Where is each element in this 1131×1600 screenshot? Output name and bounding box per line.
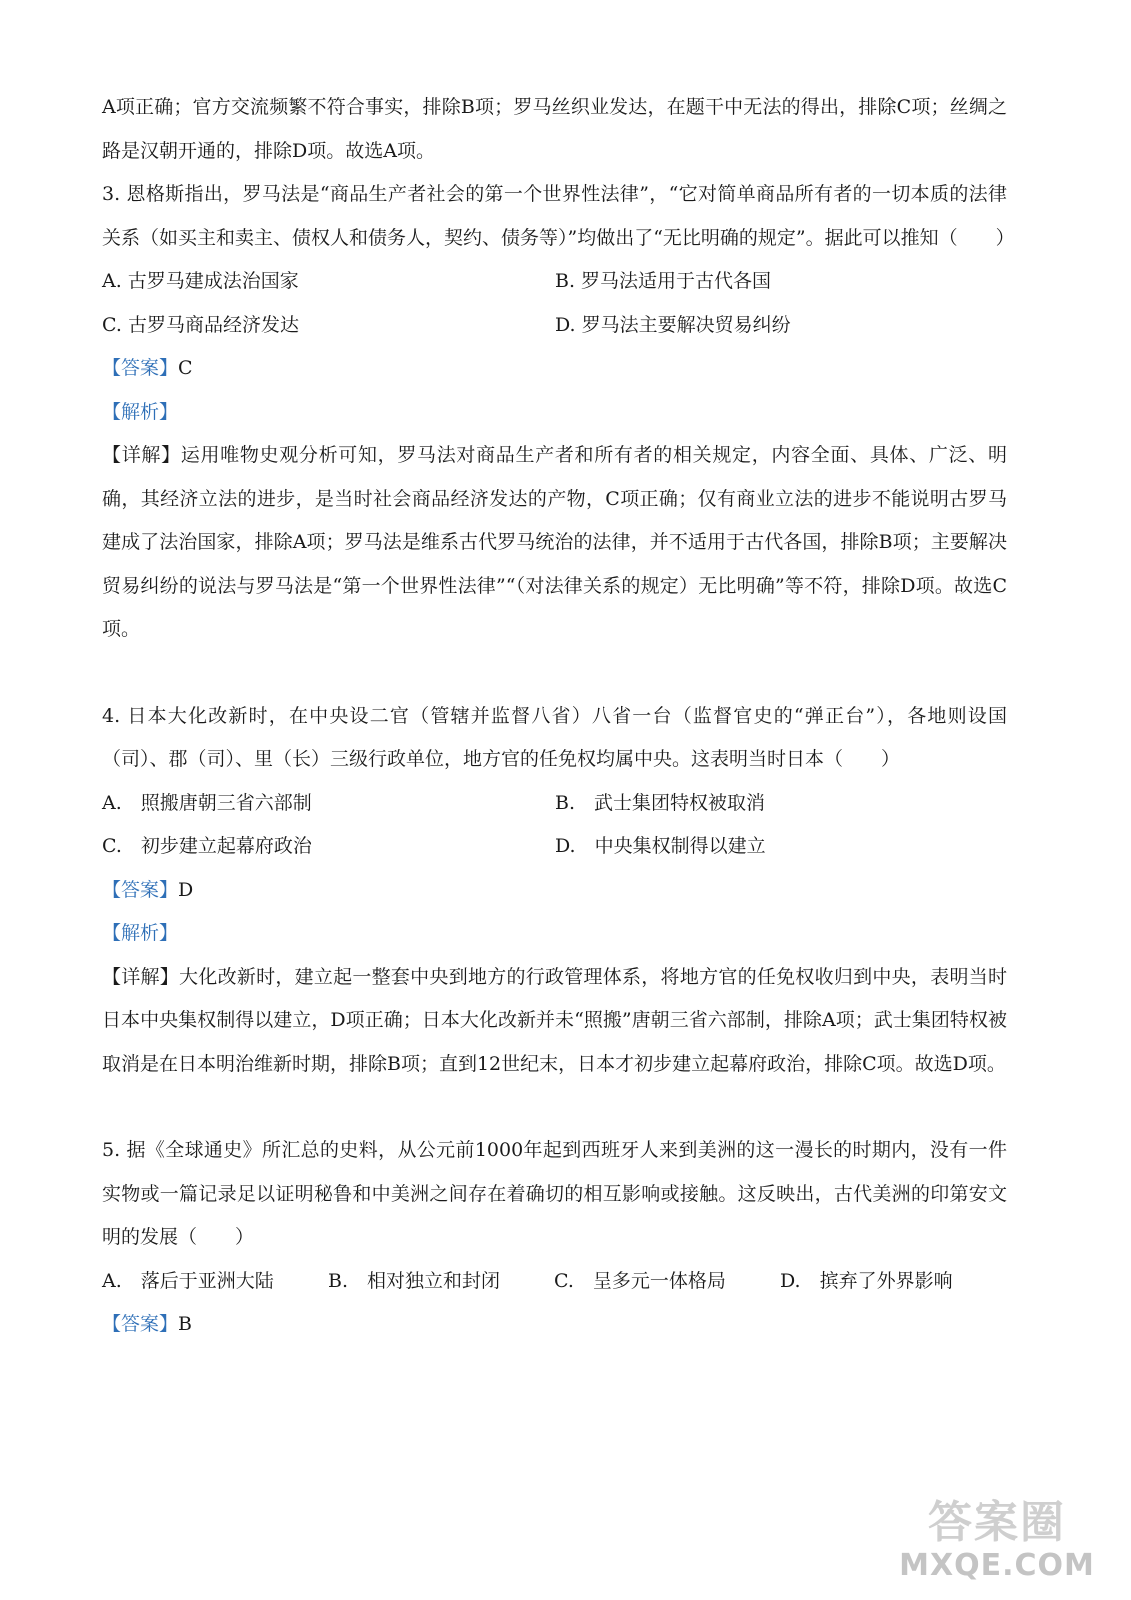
q3-option-a: A. 古罗马建成法治国家 (102, 270, 299, 292)
q4-option-c: C. 初步建立起幕府政治 (102, 835, 312, 857)
q4-stem: 4. 日本大化改新时，在中央设二官（管辖并监督八省）八省一台（监督官史的“弹正台”），各地则设国（司）、郡（司）、里（长）三级行政单位，地方官的任免权均属中央。这表明当时日本（ ） (102, 704, 1007, 770)
answer-tag: 【答案】 (102, 878, 179, 901)
q5-answer-value: B (178, 1313, 192, 1335)
q3-options-row-2 (102, 304, 1007, 348)
q4-options-row-2 (102, 825, 1007, 869)
q5-option-c: C. 呈多元一体格局 (554, 1269, 726, 1292)
q4-option-b: B. 武士集团特权被取消 (555, 791, 766, 814)
watermark-domain: MXQE.COM (899, 1548, 1095, 1583)
q4-analysis (102, 912, 1007, 956)
analysis-tag: 【解析】 (102, 400, 179, 423)
q2-detail-continuation: A项正确；官方交流频繁不符合事实，排除B项；罗马丝织业发达，在题干中无法的得出，排除C项；丝绸之路是汉朝开通的，排除D项。故选A项。 (102, 96, 1007, 162)
detail-tag: 【详解】 (102, 444, 181, 466)
q4-answer-value: D (178, 878, 194, 901)
q3-option-c: C. 古罗马商品经济发达 (102, 313, 299, 336)
document-page (102, 86, 1015, 1347)
q4-detail-text: 大化改新时，建立起一整套中央到地方的行政管理体系，将地方官的任免权收归到中央，表明当时日本中央集权制得以建立，D项正确；日本大化改新并未“照搬”唐朝三省六部制，排除A项；武士集团特权被取消是在日本明治维新时期，排除B项；直到12世纪末，日本才初步建立起幕府政治，排除C项。故选D项。 (102, 965, 1007, 1075)
q5-stem: 5. 据《全球通史》所汇总的史料，从公元前1000年起到西班牙人来到美洲的这一漫长的时期内，没有一件实物或一篇记录足以证明秘鲁和中美洲之间存在着确切的相互影响或接触。这反映出，古代美洲的印第安文明的发展（ ） (102, 1139, 1007, 1248)
q3-stem: 3. 恩格斯指出，罗马法是“商品生产者社会的第一个世界性法律”，“它对简单商品所有者的一切本质的法律关系（如买主和卖主、债权人和债务人，契约、债务等）”均做出了“无比明确的规定”。据此可以推知（ ） (102, 183, 1015, 249)
q4-answer (102, 869, 1007, 913)
watermark-logo-text: 答案圈 (928, 1497, 1066, 1548)
section-gap (102, 652, 1007, 695)
q3-option-b: B. 罗马法适用于古代各国 (555, 270, 772, 292)
q3-answer-value: C (178, 357, 193, 379)
q3-options-row-1 (102, 260, 1007, 304)
section-gap (102, 1086, 1007, 1129)
q3-detail-text: 运用唯物史观分析可知，罗马法对商品生产者和所有者的相关规定，内容全面、具体、广泛、明确，其经济立法的进步，是当时社会商品经济发达的产物，C项正确；仅有商业立法的进步不能说明古罗马建成了法治国家，排除A项；罗马法是维系古代罗马统治的法律，并不适用于古代各国，排除B项；主要解决贸易纠纷的说法与罗马法是“第一个世界性法律”“（对法律关系的规定）无比明确”等不符，排除D项。故选C项。 (102, 444, 1007, 640)
q4-option-d: D. 中央集权制得以建立 (555, 835, 766, 857)
q5-options-row (102, 1260, 1007, 1304)
detail-tag: 【详解】 (102, 965, 180, 988)
q4-option-a: A. 照搬唐朝三省六部制 (102, 791, 312, 814)
q3-analysis (102, 391, 1007, 435)
q4-options-row-1 (102, 782, 1007, 826)
q3-option-d: D. 罗马法主要解决贸易纠纷 (555, 313, 791, 336)
answer-tag: 【答案】 (102, 1313, 179, 1335)
q5-option-a: A. 落后于亚洲大陆 (102, 1269, 274, 1292)
q4-detail (102, 956, 1007, 1087)
q5-answer (102, 1303, 1007, 1347)
q5-option-d: D. 摈弃了外界影响 (780, 1269, 953, 1292)
analysis-tag: 【解析】 (102, 922, 179, 944)
answer-tag: 【答案】 (102, 357, 179, 379)
site-watermark (897, 1497, 1097, 1592)
q3-answer (102, 347, 1007, 391)
q3-detail (102, 434, 1007, 652)
q5-option-b: B. 相对独立和封闭 (328, 1269, 501, 1292)
